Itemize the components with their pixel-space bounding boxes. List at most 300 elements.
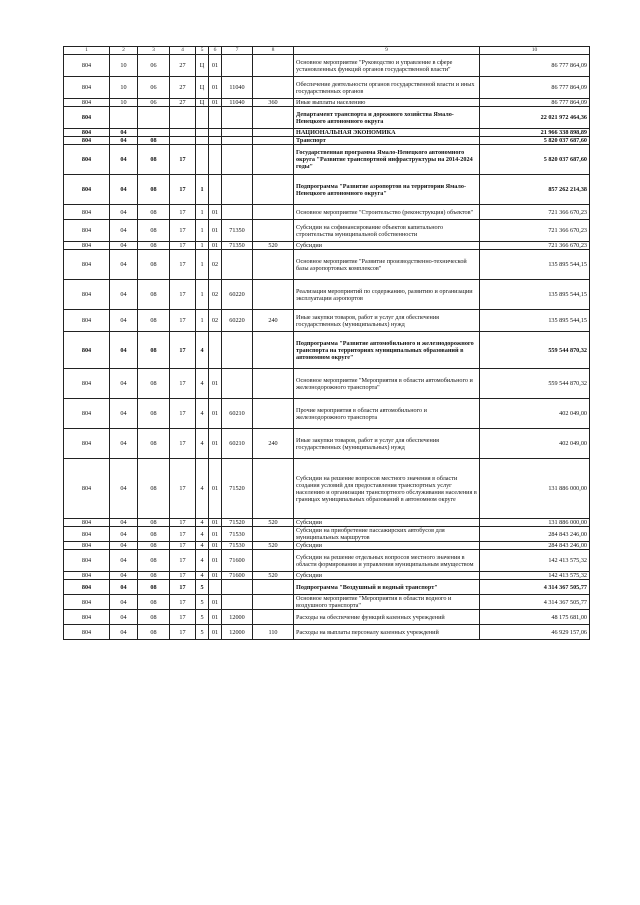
table-row [64, 107, 590, 129]
section-code: 04 [110, 399, 138, 429]
event-code: 02 [209, 310, 222, 332]
subprogram-code: 1 [196, 220, 209, 242]
subprogram-code: 5 [196, 625, 209, 640]
program-code: 17 [170, 572, 196, 580]
subprogram-code [196, 145, 209, 175]
event-code [209, 332, 222, 369]
subsection-code: 08 [138, 527, 170, 542]
amount: 86 777 864,09 [480, 77, 590, 99]
program-code: 17 [170, 527, 196, 542]
item-name: Субсидии [294, 572, 480, 580]
amount: 402 049,00 [480, 429, 590, 459]
event-code: 01 [209, 99, 222, 107]
direction-code: 60210 [222, 399, 253, 429]
amount: 142 413 575,32 [480, 550, 590, 572]
item-name: Обеспечение деятельности органов государственной власти и иных государственных органов [294, 77, 480, 99]
section-code: 04 [110, 145, 138, 175]
subsection-code: 08 [138, 625, 170, 640]
subprogram-code: 1 [196, 310, 209, 332]
item-name: Субсидии на приобретение пассажирских автобусов для муниципальных маршрутов [294, 527, 480, 542]
table-row [64, 205, 590, 220]
table-row [64, 429, 590, 459]
subsection-code: 08 [138, 542, 170, 550]
subprogram-code: 4 [196, 527, 209, 542]
subprogram-code [196, 137, 209, 145]
event-code: 02 [209, 280, 222, 310]
expense-type-code [253, 610, 294, 625]
budget-table [63, 46, 590, 640]
direction-code [222, 175, 253, 205]
amount: 46 929 157,06 [480, 625, 590, 640]
ministry-code: 804 [64, 99, 110, 107]
table-row [64, 610, 590, 625]
ministry-code: 804 [64, 55, 110, 77]
ministry-code: 804 [64, 369, 110, 399]
amount: 86 777 864,09 [480, 55, 590, 77]
item-name: Основное мероприятие "Мероприятия в области водного и воздушного транспорта" [294, 595, 480, 610]
table-row [64, 550, 590, 572]
expense-type-code [253, 137, 294, 145]
expense-type-code [253, 220, 294, 242]
table-row [64, 77, 590, 99]
ministry-code: 804 [64, 107, 110, 129]
program-code: 17 [170, 429, 196, 459]
section-code: 04 [110, 580, 138, 595]
subsection-code: 08 [138, 595, 170, 610]
amount: 721 366 670,23 [480, 242, 590, 250]
direction-code [222, 55, 253, 77]
item-name: Реализация мероприятий по содержанию, развитию и организации эксплуатации аэропортов [294, 280, 480, 310]
program-code: 27 [170, 55, 196, 77]
ministry-code: 804 [64, 580, 110, 595]
event-code: 01 [209, 429, 222, 459]
item-name: НАЦИОНАЛЬНАЯ ЭКОНОМИКА [294, 129, 480, 137]
amount: 86 777 864,09 [480, 99, 590, 107]
direction-code: 71350 [222, 242, 253, 250]
section-code: 04 [110, 610, 138, 625]
expense-type-code: 520 [253, 242, 294, 250]
ministry-code: 804 [64, 595, 110, 610]
subprogram-code: Ц [196, 99, 209, 107]
direction-code [222, 580, 253, 595]
direction-code: 11040 [222, 77, 253, 99]
program-code: 17 [170, 519, 196, 527]
ministry-code: 804 [64, 310, 110, 332]
event-code: 01 [209, 572, 222, 580]
program-code: 17 [170, 242, 196, 250]
ministry-code: 804 [64, 220, 110, 242]
ministry-code: 804 [64, 129, 110, 137]
event-code: 01 [209, 459, 222, 519]
section-code: 04 [110, 175, 138, 205]
event-code [209, 129, 222, 137]
item-name: Основное мероприятие "Развитие производственно-технической базы аэропортовых комплексов" [294, 250, 480, 280]
amount: 131 886 000,00 [480, 459, 590, 519]
direction-code [222, 250, 253, 280]
subsection-code: 08 [138, 250, 170, 280]
subprogram-code: 1 [196, 205, 209, 220]
direction-code [222, 595, 253, 610]
direction-code: 12000 [222, 625, 253, 640]
expense-type-code [253, 107, 294, 129]
section-code: 04 [110, 332, 138, 369]
subprogram-code [196, 129, 209, 137]
table-row [64, 220, 590, 242]
direction-code: 71530 [222, 527, 253, 542]
direction-code [222, 205, 253, 220]
program-code: 17 [170, 280, 196, 310]
column-number: 9 [294, 47, 480, 55]
event-code: 01 [209, 625, 222, 640]
program-code [170, 129, 196, 137]
program-code: 17 [170, 580, 196, 595]
column-number: 2 [110, 47, 138, 55]
section-code: 10 [110, 77, 138, 99]
subsection-code: 08 [138, 399, 170, 429]
amount: 135 895 544,15 [480, 280, 590, 310]
column-number: 10 [480, 47, 590, 55]
amount: 5 820 037 687,60 [480, 145, 590, 175]
item-name: Субсидии [294, 542, 480, 550]
subsection-code: 08 [138, 220, 170, 242]
subsection-code [138, 107, 170, 129]
program-code: 17 [170, 145, 196, 175]
subprogram-code: 4 [196, 332, 209, 369]
program-code: 17 [170, 332, 196, 369]
direction-code [222, 129, 253, 137]
subsection-code: 08 [138, 280, 170, 310]
table-row [64, 145, 590, 175]
table-row [64, 129, 590, 137]
expense-type-code [253, 527, 294, 542]
section-code: 04 [110, 429, 138, 459]
subsection-code: 08 [138, 242, 170, 250]
amount: 721 366 670,23 [480, 220, 590, 242]
expense-type-code [253, 580, 294, 595]
item-name: Субсидии на софинансирование объектов капитального строительства муниципальной собственности [294, 220, 480, 242]
item-name: Департамент транспорта и дорожного хозяйства Ямало-Ненецкого автономного округа [294, 107, 480, 129]
event-code [209, 580, 222, 595]
subsection-code: 08 [138, 459, 170, 519]
subsection-code: 08 [138, 137, 170, 145]
event-code [209, 145, 222, 175]
expense-type-code [253, 55, 294, 77]
program-code [170, 137, 196, 145]
amount: 284 843 246,00 [480, 527, 590, 542]
ministry-code: 804 [64, 519, 110, 527]
ministry-code: 804 [64, 625, 110, 640]
table-row [64, 625, 590, 640]
event-code: 01 [209, 610, 222, 625]
expense-type-code [253, 280, 294, 310]
program-code: 17 [170, 205, 196, 220]
event-code: 01 [209, 595, 222, 610]
subprogram-code: 4 [196, 459, 209, 519]
event-code: 01 [209, 369, 222, 399]
amount: 21 966 338 898,89 [480, 129, 590, 137]
item-name: Подпрограмма "Развитие аэропортов на территории Ямало-Ненецкого автономного округа" [294, 175, 480, 205]
column-number: 8 [253, 47, 294, 55]
section-code: 04 [110, 137, 138, 145]
table-row [64, 572, 590, 580]
program-code: 17 [170, 542, 196, 550]
section-code: 04 [110, 205, 138, 220]
section-code: 04 [110, 542, 138, 550]
event-code: 01 [209, 519, 222, 527]
direction-code: 60210 [222, 429, 253, 459]
amount: 559 544 870,32 [480, 369, 590, 399]
table-row [64, 55, 590, 77]
section-code: 04 [110, 369, 138, 399]
column-number: 6 [209, 47, 222, 55]
section-code: 04 [110, 129, 138, 137]
direction-code: 12000 [222, 610, 253, 625]
program-code: 17 [170, 610, 196, 625]
subprogram-code: 1 [196, 280, 209, 310]
section-code: 04 [110, 459, 138, 519]
section-code: 04 [110, 250, 138, 280]
subsection-code: 08 [138, 310, 170, 332]
column-number-row [64, 47, 590, 55]
amount: 721 366 670,23 [480, 205, 590, 220]
table-row [64, 542, 590, 550]
subprogram-code: 4 [196, 399, 209, 429]
subprogram-code: 4 [196, 519, 209, 527]
amount: 135 895 544,15 [480, 250, 590, 280]
expense-type-code [253, 175, 294, 205]
table-row [64, 459, 590, 519]
expense-type-code: 520 [253, 542, 294, 550]
event-code: 01 [209, 527, 222, 542]
amount: 857 262 214,38 [480, 175, 590, 205]
direction-code: 71350 [222, 220, 253, 242]
subprogram-code: 1 [196, 250, 209, 280]
program-code: 17 [170, 220, 196, 242]
amount: 559 544 870,32 [480, 332, 590, 369]
item-name: Основное мероприятие "Руководство и управление в сфере установленных функций органов государственной власти" [294, 55, 480, 77]
subsection-code: 08 [138, 205, 170, 220]
expense-type-code [253, 332, 294, 369]
subprogram-code [196, 107, 209, 129]
ministry-code: 804 [64, 542, 110, 550]
event-code: 01 [209, 242, 222, 250]
amount: 131 886 000,00 [480, 519, 590, 527]
event-code: 01 [209, 55, 222, 77]
event-code: 01 [209, 542, 222, 550]
expense-type-code [253, 459, 294, 519]
table-row [64, 99, 590, 107]
section-code: 04 [110, 519, 138, 527]
item-name: Расходы на обеспечение функций казенных учреждений [294, 610, 480, 625]
ministry-code: 804 [64, 145, 110, 175]
amount: 4 314 367 505,77 [480, 580, 590, 595]
subsection-code: 08 [138, 519, 170, 527]
column-number: 4 [170, 47, 196, 55]
expense-type-code [253, 129, 294, 137]
event-code: 01 [209, 220, 222, 242]
column-number: 1 [64, 47, 110, 55]
ministry-code: 804 [64, 550, 110, 572]
ministry-code: 804 [64, 77, 110, 99]
table-row [64, 242, 590, 250]
table-row [64, 250, 590, 280]
event-code [209, 175, 222, 205]
subsection-code: 06 [138, 55, 170, 77]
item-name: Государственная программа Ямало-Ненецкого автономного округа "Развитие транспортной инфраструктуры на 2014-2024 годы" [294, 145, 480, 175]
subprogram-code: 1 [196, 175, 209, 205]
expense-type-code [253, 595, 294, 610]
section-code: 04 [110, 527, 138, 542]
item-name: Иные закупки товаров, работ и услуг для обеспечения государственных (муниципальных) нужд [294, 310, 480, 332]
direction-code [222, 145, 253, 175]
amount: 402 049,00 [480, 399, 590, 429]
expense-type-code [253, 145, 294, 175]
direction-code: 60220 [222, 280, 253, 310]
direction-code [222, 369, 253, 399]
column-number: 3 [138, 47, 170, 55]
subprogram-code: 4 [196, 429, 209, 459]
expense-type-code: 240 [253, 310, 294, 332]
item-name: Иные выплаты населению [294, 99, 480, 107]
section-code: 04 [110, 550, 138, 572]
ministry-code: 804 [64, 429, 110, 459]
item-name: Иные закупки товаров, работ и услуг для обеспечения государственных (муниципальных) нужд [294, 429, 480, 459]
subsection-code: 08 [138, 550, 170, 572]
subsection-code: 08 [138, 332, 170, 369]
ministry-code: 804 [64, 205, 110, 220]
program-code: 17 [170, 459, 196, 519]
ministry-code: 804 [64, 527, 110, 542]
subsection-code: 08 [138, 580, 170, 595]
direction-code: 11040 [222, 99, 253, 107]
direction-code [222, 107, 253, 129]
amount: 5 820 037 687,60 [480, 137, 590, 145]
item-name: Субсидии на решение вопросов местного значения в области создания условий для предоставления транспортных услуг населению и организации транспортного обслуживания населения в границах муниципальных образований в автономном округе [294, 459, 480, 519]
section-code: 04 [110, 220, 138, 242]
subprogram-code: 5 [196, 595, 209, 610]
table-row [64, 580, 590, 595]
table-row [64, 399, 590, 429]
item-name: Основное мероприятие "Строительство (реконструкция) объектов" [294, 205, 480, 220]
expense-type-code [253, 550, 294, 572]
ministry-code: 804 [64, 242, 110, 250]
amount: 48 175 681,00 [480, 610, 590, 625]
program-code: 27 [170, 77, 196, 99]
section-code: 04 [110, 310, 138, 332]
subsection-code: 08 [138, 429, 170, 459]
subprogram-code: 4 [196, 550, 209, 572]
item-name: Расходы на выплаты персоналу казенных учреждений [294, 625, 480, 640]
subsection-code: 06 [138, 99, 170, 107]
program-code: 17 [170, 369, 196, 399]
ministry-code: 804 [64, 137, 110, 145]
table-row [64, 310, 590, 332]
amount: 4 314 367 505,77 [480, 595, 590, 610]
expense-type-code [253, 399, 294, 429]
item-name: Подпрограмма "Развитие автомобильного и железнодорожного транспорта на территориях муниципальных образований в автономном округе" [294, 332, 480, 369]
section-code: 04 [110, 625, 138, 640]
expense-type-code: 360 [253, 99, 294, 107]
section-code: 04 [110, 280, 138, 310]
expense-type-code [253, 369, 294, 399]
ministry-code: 804 [64, 332, 110, 369]
subsection-code: 06 [138, 77, 170, 99]
program-code: 17 [170, 595, 196, 610]
amount: 22 021 972 464,36 [480, 107, 590, 129]
subprogram-code: 4 [196, 542, 209, 550]
program-code: 27 [170, 99, 196, 107]
event-code [209, 107, 222, 129]
amount: 135 895 544,15 [480, 310, 590, 332]
ministry-code: 804 [64, 610, 110, 625]
direction-code: 71520 [222, 459, 253, 519]
program-code: 17 [170, 250, 196, 280]
subsection-code: 08 [138, 369, 170, 399]
direction-code: 71530 [222, 542, 253, 550]
section-code: 04 [110, 242, 138, 250]
direction-code [222, 137, 253, 145]
subprogram-code: 1 [196, 242, 209, 250]
direction-code: 71600 [222, 572, 253, 580]
program-code: 17 [170, 550, 196, 572]
table-row [64, 137, 590, 145]
expense-type-code [253, 77, 294, 99]
direction-code: 60220 [222, 310, 253, 332]
event-code: 01 [209, 205, 222, 220]
subprogram-code: 4 [196, 369, 209, 399]
section-code: 10 [110, 55, 138, 77]
section-code: 04 [110, 595, 138, 610]
amount: 142 413 575,32 [480, 572, 590, 580]
expense-type-code: 240 [253, 429, 294, 459]
subprogram-code: Ц [196, 55, 209, 77]
program-code [170, 107, 196, 129]
ministry-code: 804 [64, 175, 110, 205]
table-row [64, 280, 590, 310]
program-code: 17 [170, 175, 196, 205]
item-name: Субсидии на решение отдельных вопросов местного значения в области формирования и управления муниципальным имуществом [294, 550, 480, 572]
subprogram-code: 4 [196, 572, 209, 580]
direction-code: 71600 [222, 550, 253, 572]
table-row [64, 595, 590, 610]
item-name: Субсидии [294, 242, 480, 250]
ministry-code: 804 [64, 280, 110, 310]
item-name: Прочие мероприятия в области автомобильного и железнодорожного транспорта [294, 399, 480, 429]
item-name: Транспорт [294, 137, 480, 145]
section-code: 10 [110, 99, 138, 107]
amount: 284 843 246,00 [480, 542, 590, 550]
subsection-code: 08 [138, 145, 170, 175]
direction-code: 71520 [222, 519, 253, 527]
subsection-code: 08 [138, 572, 170, 580]
column-number: 5 [196, 47, 209, 55]
column-number: 7 [222, 47, 253, 55]
direction-code [222, 332, 253, 369]
subprogram-code: 5 [196, 610, 209, 625]
subsection-code: 08 [138, 175, 170, 205]
table-row [64, 175, 590, 205]
expense-type-code: 110 [253, 625, 294, 640]
table-row [64, 332, 590, 369]
program-code: 17 [170, 310, 196, 332]
item-name: Подпрограмма "Воздушный и водный транспорт" [294, 580, 480, 595]
subprogram-code: Ц [196, 77, 209, 99]
event-code: 02 [209, 250, 222, 280]
item-name: Основное мероприятие "Мероприятия в области автомобильного и железнодорожного транспорта" [294, 369, 480, 399]
event-code: 01 [209, 77, 222, 99]
event-code: 01 [209, 399, 222, 429]
ministry-code: 804 [64, 399, 110, 429]
